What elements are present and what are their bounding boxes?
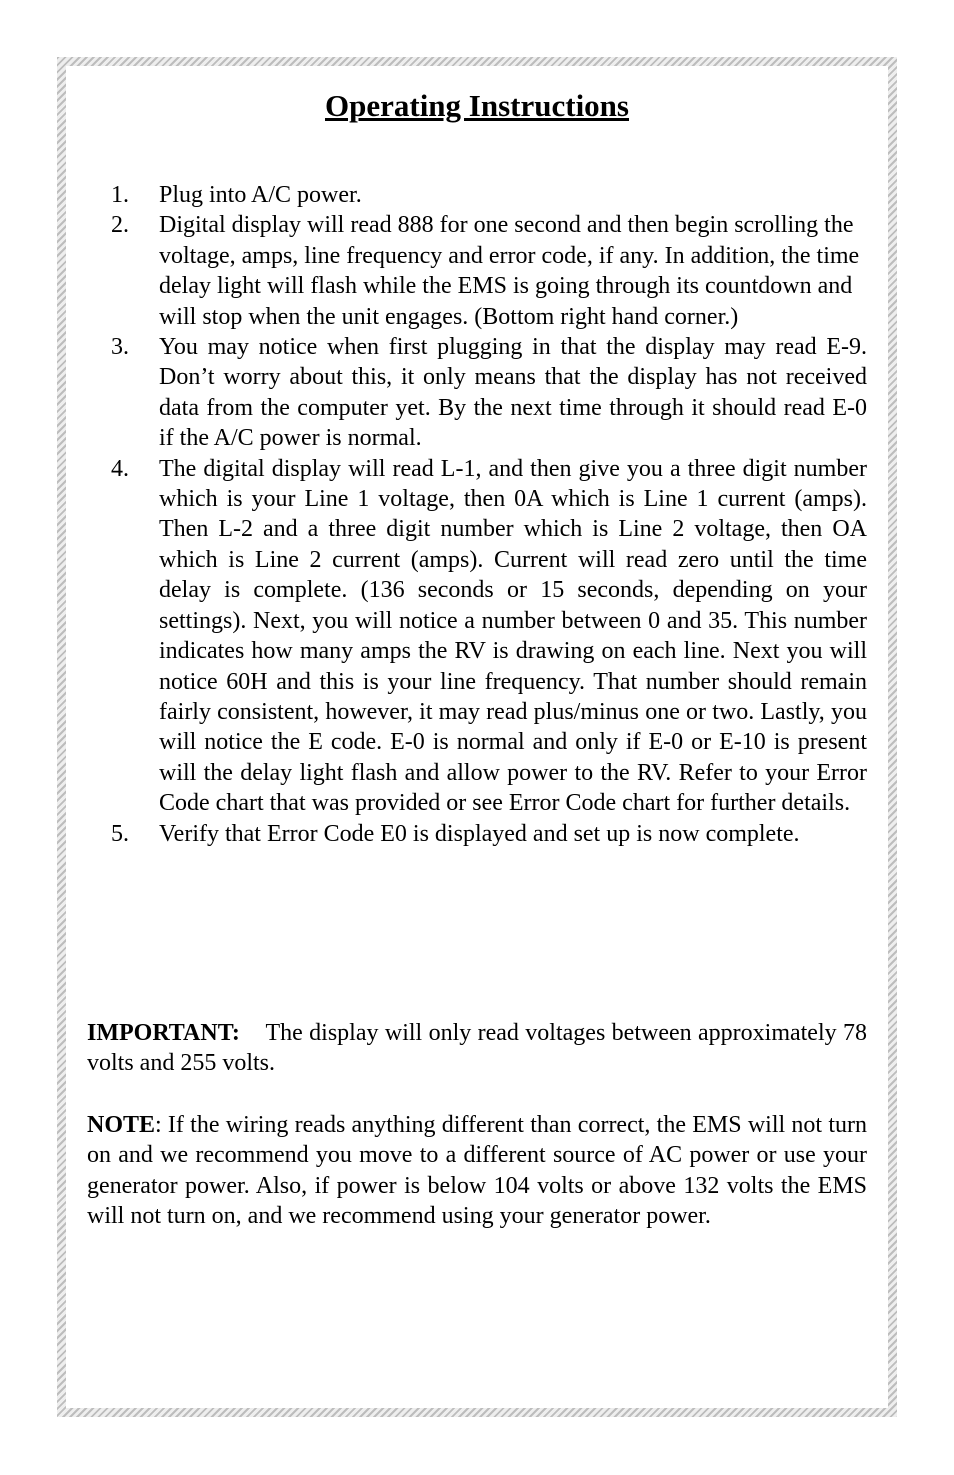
important-paragraph	[87, 1018, 867, 1079]
instruction-list	[87, 180, 867, 849]
important-text: The display will only read voltages between approximately 78 volts and 255 volts.	[87, 1020, 868, 1077]
step-text: Plug into A/C power.	[159, 182, 362, 208]
instruction-step	[87, 180, 867, 210]
step-text: Verify that Error Code E0 is displayed and set up is now complete.	[159, 820, 800, 847]
step-text: Digital display will read 888 for one second and then begin scrolling the voltage, amps, line frequency and error code, if any. In addition, the time delay light will flash while the EMS is going through its countdown and will stop when the unit engages. (Bottom right hand corner.)	[159, 212, 860, 330]
page-title: Operating Instructions	[325, 88, 629, 123]
step-number: 4.	[111, 455, 129, 482]
step-number: 2.	[111, 212, 129, 239]
step-number: 5.	[111, 820, 129, 847]
instruction-step	[87, 332, 867, 454]
instruction-step	[87, 454, 867, 819]
instruction-step	[87, 210, 867, 332]
note-paragraph	[87, 1110, 867, 1232]
instruction-step	[87, 819, 867, 849]
step-text: You may notice when first plugging in that the display may read E-9. Don’t worry about this, it only means that the display has not received data from the computer yet. By the next time through it should read E-0 if the A/C power is normal.	[159, 334, 867, 452]
step-number: 1.	[111, 182, 129, 208]
step-number: 3.	[111, 334, 129, 361]
note-text: : If the wiring reads anything different than correct, the EMS will not turn on and we recommend you move to a different source of AC power or use your generator power. Also, if power is below 104 volts or above 132 volts the EMS will not turn on, and we recommend using your generator power.	[87, 1112, 867, 1230]
step-text: The digital display will read L-1, and then give you a three digit number which is your Line 1 voltage, then 0A which is Line 1 current (amps). Then L-2 and a three digit number which is Line 2 voltage, then OA which is Line 2 current (amps). Current will read zero until the time delay is complete. (136 seconds or 15 seconds, depending on your settings). Next, you will notice a number between 0 and 35. This number indicates how many amps the RV is drawing on each line. Next you will notice 60H and this is your line frequency. That number should remain fairly consistent, however, it may read plus/minus one or two. Lastly, you will notice the E code. E-0 is normal and only if E-0 or E-10 is present will the delay light flash and allow power to the RV. Refer to your Error Code chart that was provided or see Error Code chart for further details.	[159, 455, 867, 817]
note-label: NOTE	[87, 1112, 156, 1138]
important-label: IMPORTANT:	[87, 1020, 240, 1046]
